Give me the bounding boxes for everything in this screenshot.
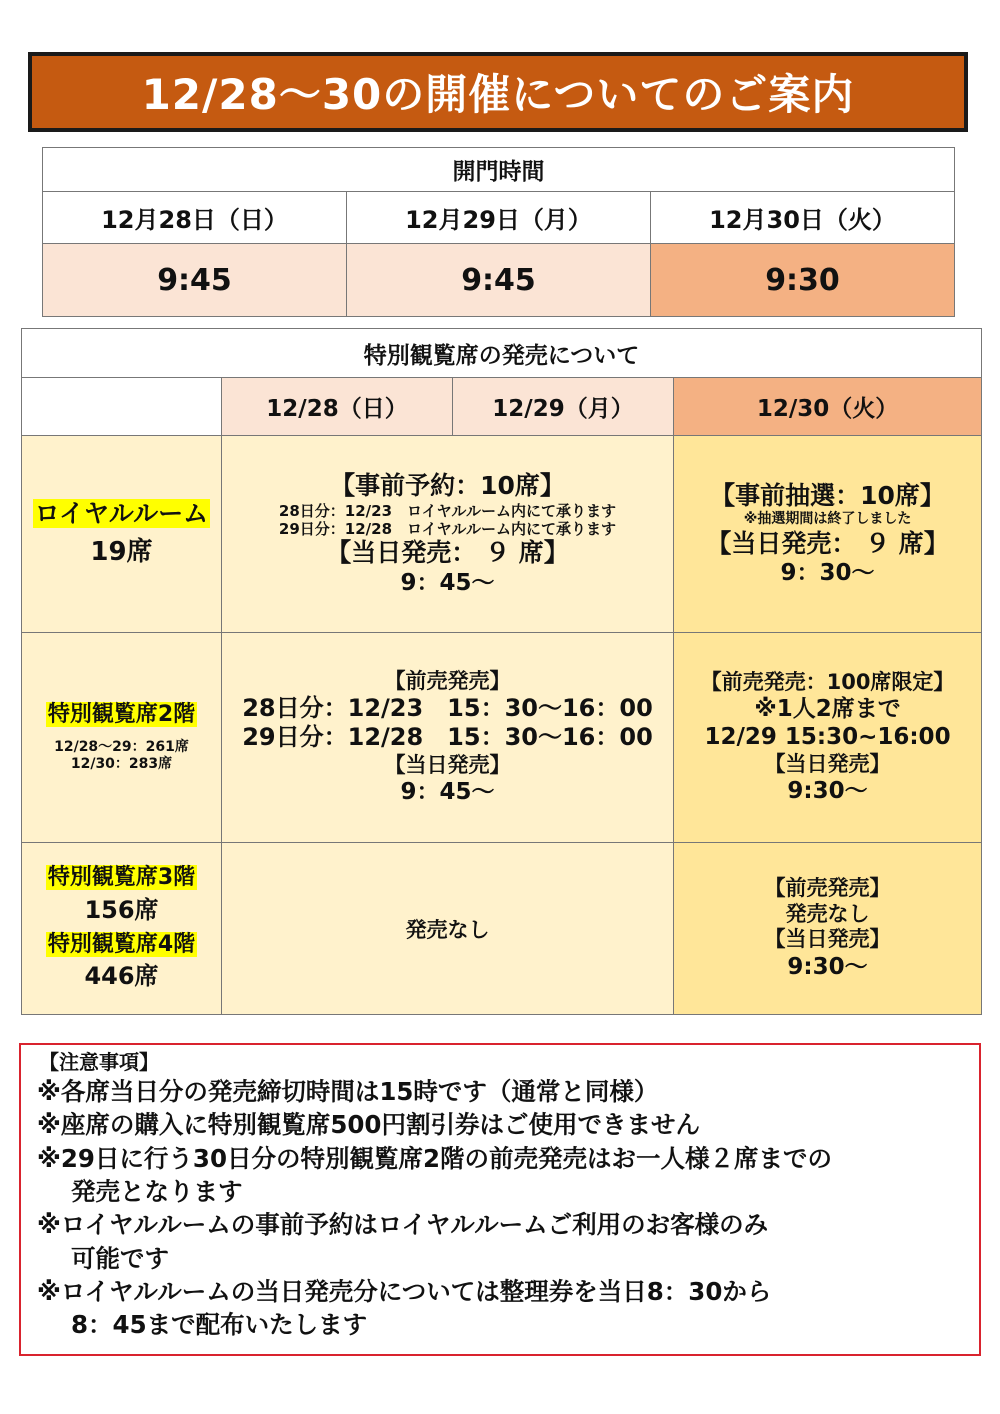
floor2-presale-29: 29日分：12/28 15：30～16：00 (242, 723, 653, 752)
floor2-label-cell (22, 633, 222, 843)
floor34-sameday-time-30: 9:30～ (787, 953, 868, 980)
note-item-continued: 発売となります (71, 1176, 243, 1206)
gate-day-29: 12月29日（月） (347, 192, 651, 244)
note-item-continued: 8：45まで配布いたします (71, 1310, 368, 1340)
floor2-presale: 【前売発売】 (384, 668, 511, 693)
floor2-presale-28: 28日分：12/23 15：30～16：00 (242, 694, 653, 723)
note-item: ※各席当日分の発売締切時間は15時です（通常と同様） (37, 1077, 659, 1106)
gate-time-table (42, 147, 955, 317)
floor34-presale-30: 【前売発売】 (764, 876, 891, 901)
royal-advance-29: 29日分：12/28 ロイヤルルーム内にて承ります (278, 519, 617, 538)
note-item: ※ロイヤルルームの当日発売分については整理券を当日8：30から (37, 1276, 772, 1306)
floor34-sale-28-29: 発売なし (222, 843, 674, 1015)
title-banner (28, 52, 968, 132)
floor2-presale-time-30: 12/29 15:30~16:00 (704, 724, 951, 751)
royal-lottery: 【事前抽選：10席】 (710, 480, 945, 510)
note-item: ※座席の購入に特別観覧席500円割引券はご使用できません (37, 1110, 700, 1140)
royal-sameday-time: 9：45～ (400, 569, 495, 596)
floor2-name: 特別観覧席2階 (47, 702, 196, 727)
notes-box (19, 1043, 981, 1356)
gate-table-header: 開門時間 (43, 148, 955, 192)
sale-table-header: 特別観覧席の発売について (22, 329, 982, 378)
floor2-presale-30: 【前売発売：100席限定】 (700, 669, 955, 694)
floor4-name: 特別観覧席4階 (47, 931, 196, 957)
page-title: 12/28～30の開催についてのご案内 (141, 70, 855, 119)
royal-advance-reservation: 【事前予約：10席】 (330, 471, 565, 501)
royal-room-sale-30 (674, 436, 982, 633)
floor2-seats-30: 12/30：283席 (70, 755, 173, 772)
floor2-presale-limit: ※1人2席まで (754, 696, 901, 723)
floor34-label-cell (22, 843, 222, 1015)
floor2-seats-28-29: 12/28～29：261席 (54, 738, 189, 755)
floor34-sameday-30: 【当日発売】 (764, 927, 891, 952)
floor3-seats: 156席 (84, 896, 159, 925)
floor2-sameday-time: 9：45～ (400, 779, 495, 806)
floor2-sameday-time-30: 9:30～ (787, 778, 868, 805)
floor34-presale-none: 発売なし (785, 901, 870, 926)
floor34-sale-30 (674, 843, 982, 1015)
sale-col-30: 12/30（火） (674, 378, 982, 436)
gate-time-29: 9:45 (347, 244, 651, 317)
floor4-seats: 446席 (84, 962, 159, 991)
notes-heading: 【注意事項】 (39, 1050, 159, 1074)
gate-time-30: 9:30 (651, 244, 955, 317)
seat-sale-table (21, 328, 982, 1015)
floor2-sale-28-29 (222, 633, 674, 843)
note-item: ※29日に行う30日分の特別観覧席2階の前売発売はお一人様２席までの (37, 1143, 833, 1173)
sale-corner-cell (22, 378, 222, 436)
sale-col-29: 12/29（月） (453, 378, 674, 436)
floor2-sameday-30: 【当日発売】 (764, 751, 891, 776)
royal-sameday-sale: 【当日発売： ９ 席】 (326, 538, 569, 568)
note-item-continued: 可能です (71, 1243, 169, 1273)
gate-time-28: 9:45 (43, 244, 347, 317)
royal-sameday-sale-30: 【当日発売： ９ 席】 (706, 528, 949, 558)
sale-col-28: 12/28（日） (222, 378, 453, 436)
royal-room-name: ロイヤルルーム (34, 498, 209, 528)
gate-day-30: 12月30日（火） (651, 192, 955, 244)
royal-sameday-time-30: 9：30～ (780, 560, 875, 587)
floor3-name: 特別観覧席3階 (47, 865, 196, 891)
gate-day-28: 12月28日（日） (43, 192, 347, 244)
note-item: ※ロイヤルルームの事前予約はロイヤルルームご利用のお客様のみ (37, 1210, 769, 1240)
royal-advance-28: 28日分：12/23 ロイヤルルーム内にて承ります (278, 501, 617, 520)
royal-room-sale-28-29 (222, 436, 674, 633)
royal-lottery-note: ※抽選期間は終了しました (743, 511, 912, 528)
royal-room-seats: 19席 (90, 537, 153, 568)
floor2-sale-30 (674, 633, 982, 843)
floor2-sameday: 【当日発売】 (384, 752, 511, 777)
royal-room-label-cell (22, 436, 222, 633)
